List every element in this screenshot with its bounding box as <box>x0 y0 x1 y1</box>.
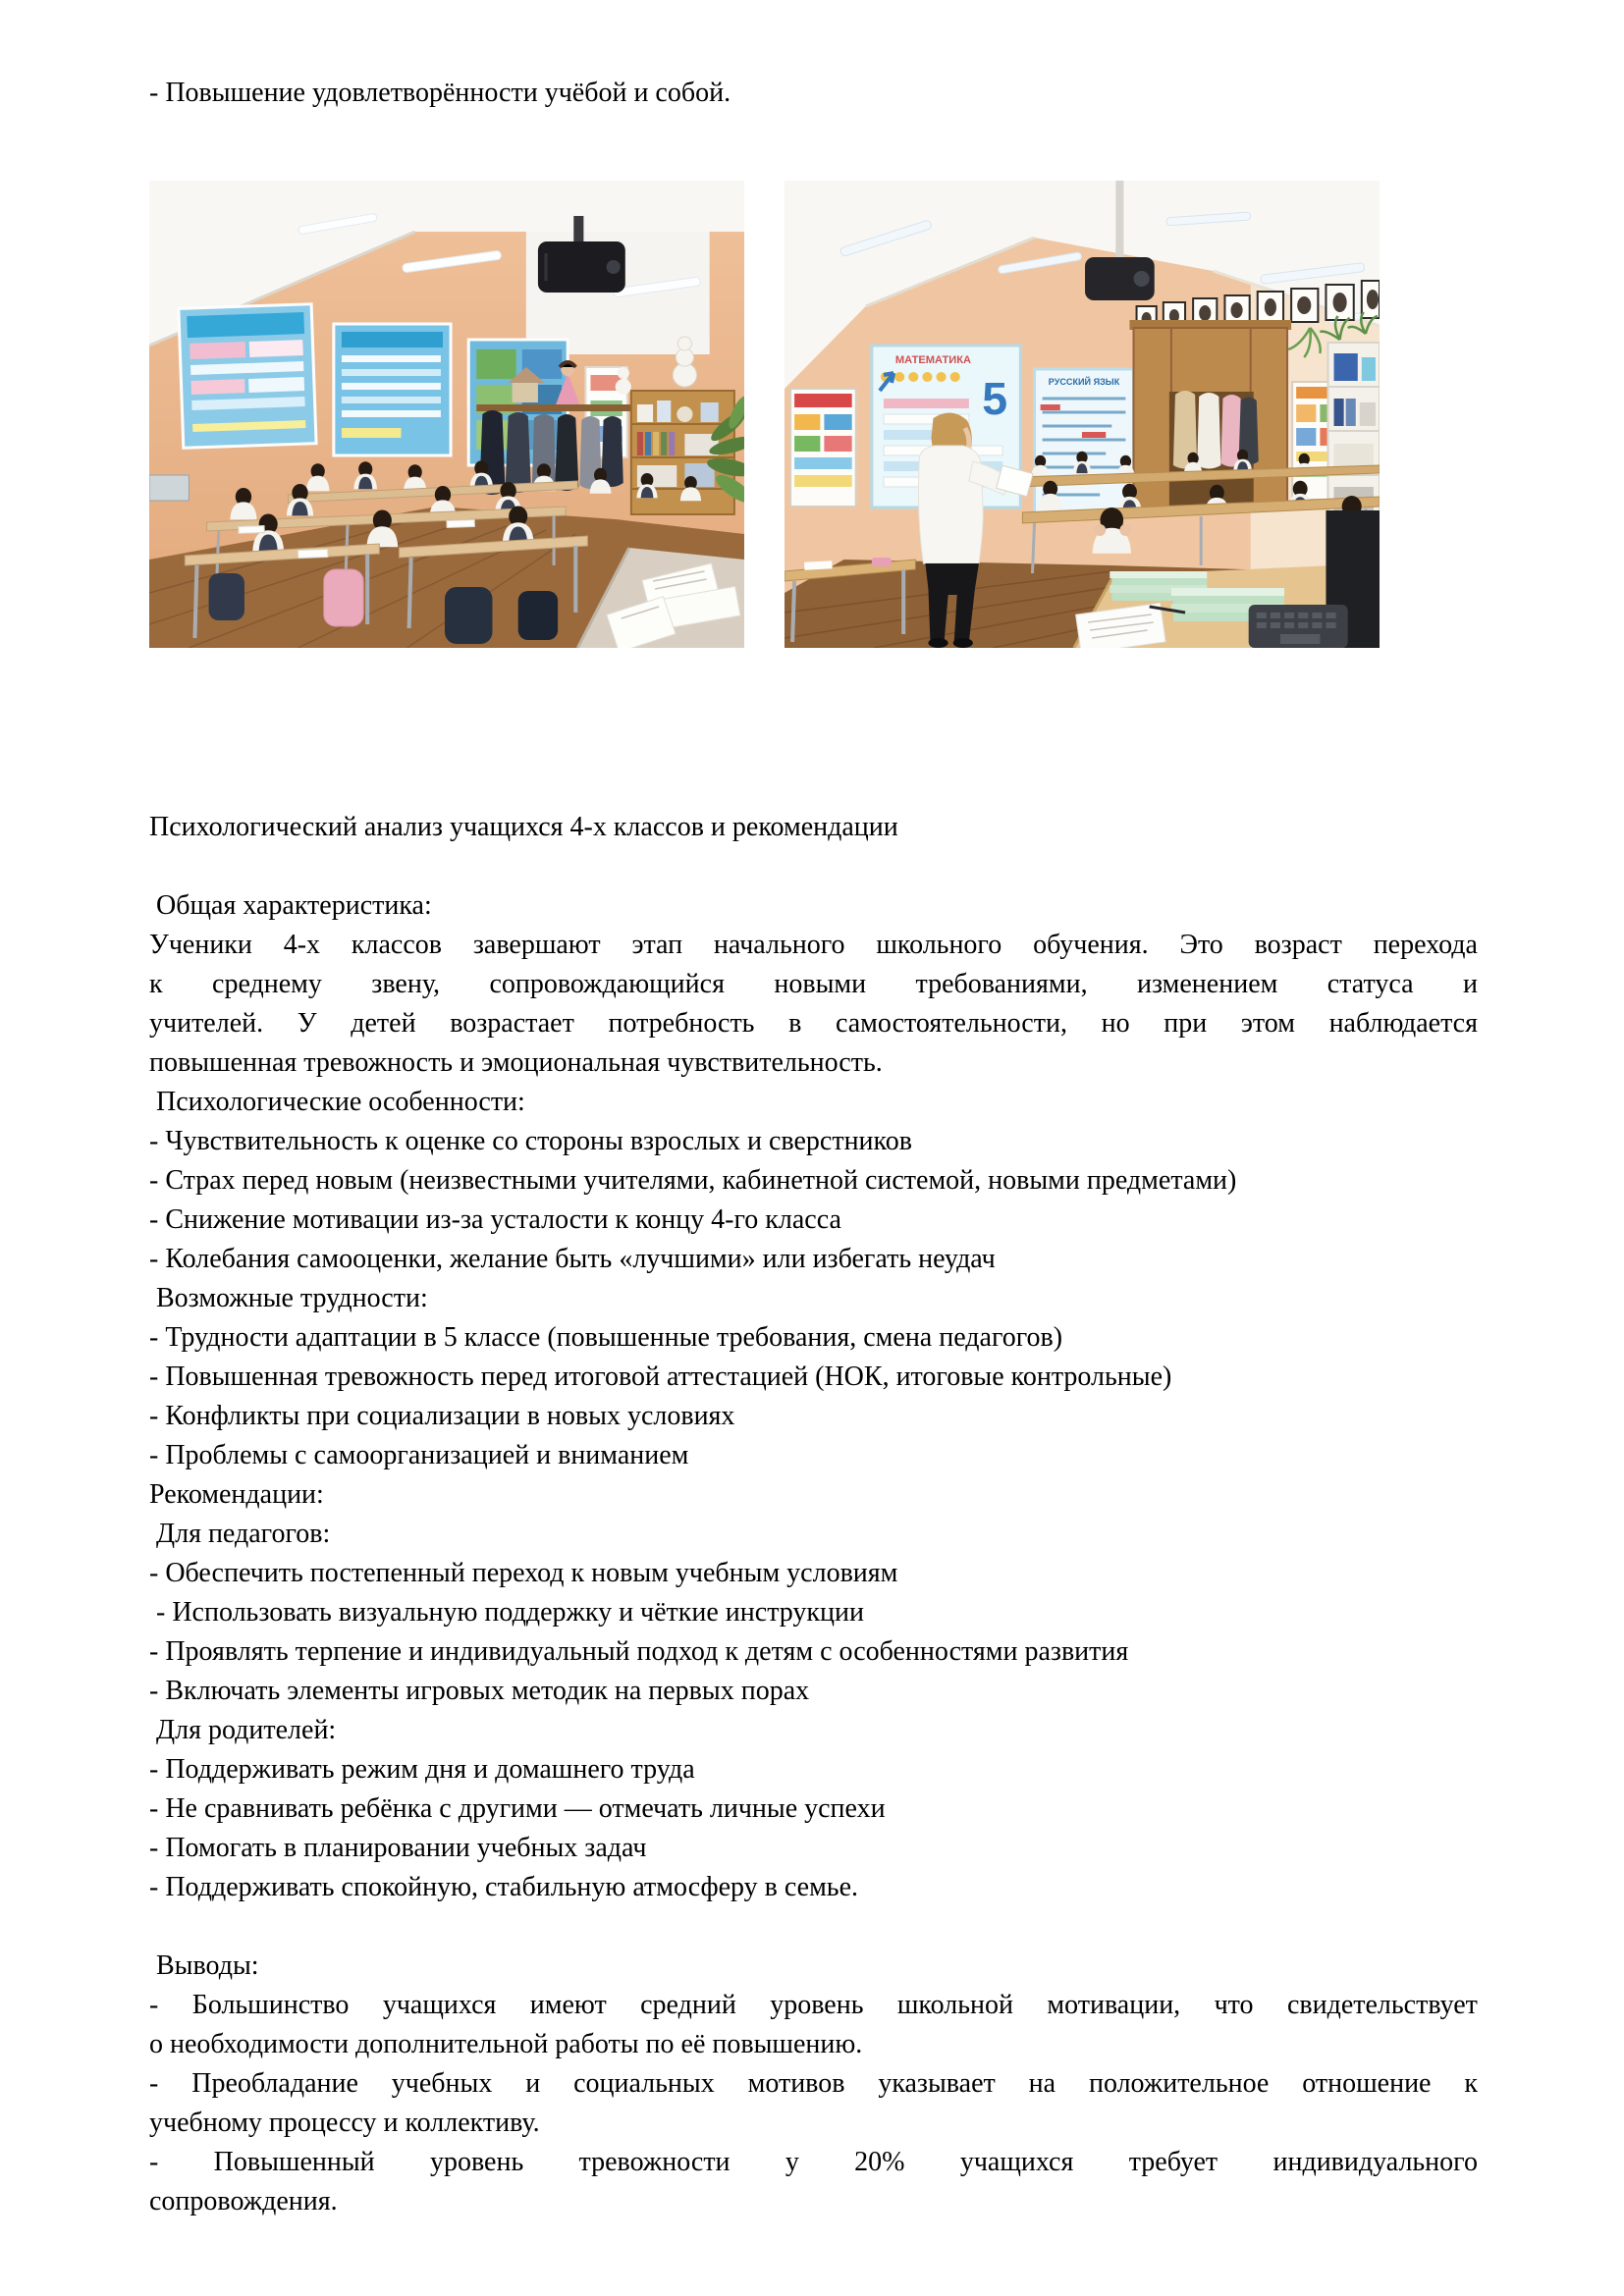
text-line: - Конфликты при социализации в новых условиях <box>149 1401 735 1431</box>
text-line: Выводы: <box>149 1950 259 1981</box>
text-line: Ученики 4-х классов завершают этап начального школьного обучения. Это возраст перехода <box>149 930 1478 960</box>
text-line: - Трудности адаптации в 5 классе (повышенные требования, смена педагогов) <box>149 1322 1063 1353</box>
text-line: Общая характеристика: <box>149 890 432 921</box>
poster-russian-title: РУССКИЙ ЯЗЫК <box>1048 377 1120 387</box>
text-line: Психологические особенности: <box>149 1087 525 1117</box>
text-line: Для родителей: <box>149 1715 337 1745</box>
text-line: - Проявлять терпение и индивидуальный подход к детям с особенностями развития <box>149 1636 1129 1667</box>
text-line: - Не сравнивать ребёнка с другими — отмечать личные успехи <box>149 1793 886 1824</box>
text-line <box>149 1907 1478 1947</box>
text-line: - Страх перед новым (неизвестными учителями, кабинетной системой, новыми предметами) <box>149 1165 1237 1196</box>
text-line: Для педагогов: <box>149 1519 331 1549</box>
poster-math-title: МАТЕМАТИКА <box>894 354 972 366</box>
text-line: - Снижение мотивации из-за усталости к концу 4-го класса <box>149 1204 841 1235</box>
poster-colorful <box>790 389 856 507</box>
text-line: - Повышенная тревожность перед итоговой аттестацией (НОК, итоговые контрольные) <box>149 1362 1172 1392</box>
classroom-photo-left <box>149 181 744 648</box>
text-line: - Чувствительность к оценке со стороны взрослых и сверстников <box>149 1126 912 1156</box>
text-line: - Поддерживать режим дня и домашнего труда <box>149 1754 695 1785</box>
text-line: Возможные трудности: <box>149 1283 428 1313</box>
text-line: - Большинство учащихся имеют средний уровень школьной мотивации, что свидетельствует <box>149 1990 1478 2020</box>
text-line: о необходимости дополнительной работы по её повышению. <box>149 2029 863 2059</box>
text-line: - Поддерживать спокойную, стабильную атмосферу в семье. <box>149 1872 858 1902</box>
text-line: - Включать элементы игровых методик на первых порах <box>149 1676 810 1706</box>
text-line: сопровождения. <box>149 2186 338 2216</box>
text-line: - Помогать в планировании учебных задач <box>149 1833 647 1863</box>
photos-row <box>149 181 1380 648</box>
text-line: - Обеспечить постепенный переход к новым учебным условиям <box>149 1558 898 1588</box>
poster-math-grade: 5 <box>982 373 1008 424</box>
document-title: Психологический анализ учащихся 4-х классов и рекомендации <box>149 812 898 842</box>
text-line: Рекомендации: <box>149 1479 324 1510</box>
classroom-photo-left-svg <box>149 181 744 648</box>
text-line: - Повышенный уровень тревожности у 20% учащихся требует индивидуального <box>149 2147 1478 2177</box>
document-body <box>149 847 1478 2221</box>
classroom-photo-right-svg <box>785 181 1380 648</box>
text-line <box>149 847 1478 886</box>
text-line: - Использовать визуальную поддержку и чёткие инструкции <box>149 1597 864 1628</box>
classroom-photo-right <box>785 181 1380 648</box>
intro-line: - Повышение удовлетворённости учёбой и собой. <box>149 78 731 108</box>
text-line: - Колебания самооценки, желание быть «лучшими» или избегать неудач <box>149 1244 996 1274</box>
text-line: - Преобладание учебных и социальных мотивов указывает на положительное отношение к <box>149 2068 1478 2099</box>
text-line: учителей. У детей возрастает потребность в самостоятельности, но при этом наблюдается <box>149 1008 1478 1039</box>
text-line: повышенная тревожность и эмоциональная чувствительность. <box>149 1047 883 1078</box>
document-text <box>149 808 1478 2221</box>
text-line: к среднему звену, сопровождающийся новыми требованиями, изменением статуса и <box>149 969 1478 999</box>
text-line: - Проблемы с самоорганизацией и вниманием <box>149 1440 689 1470</box>
text-line: учебному процессу и коллективу. <box>149 2108 540 2138</box>
